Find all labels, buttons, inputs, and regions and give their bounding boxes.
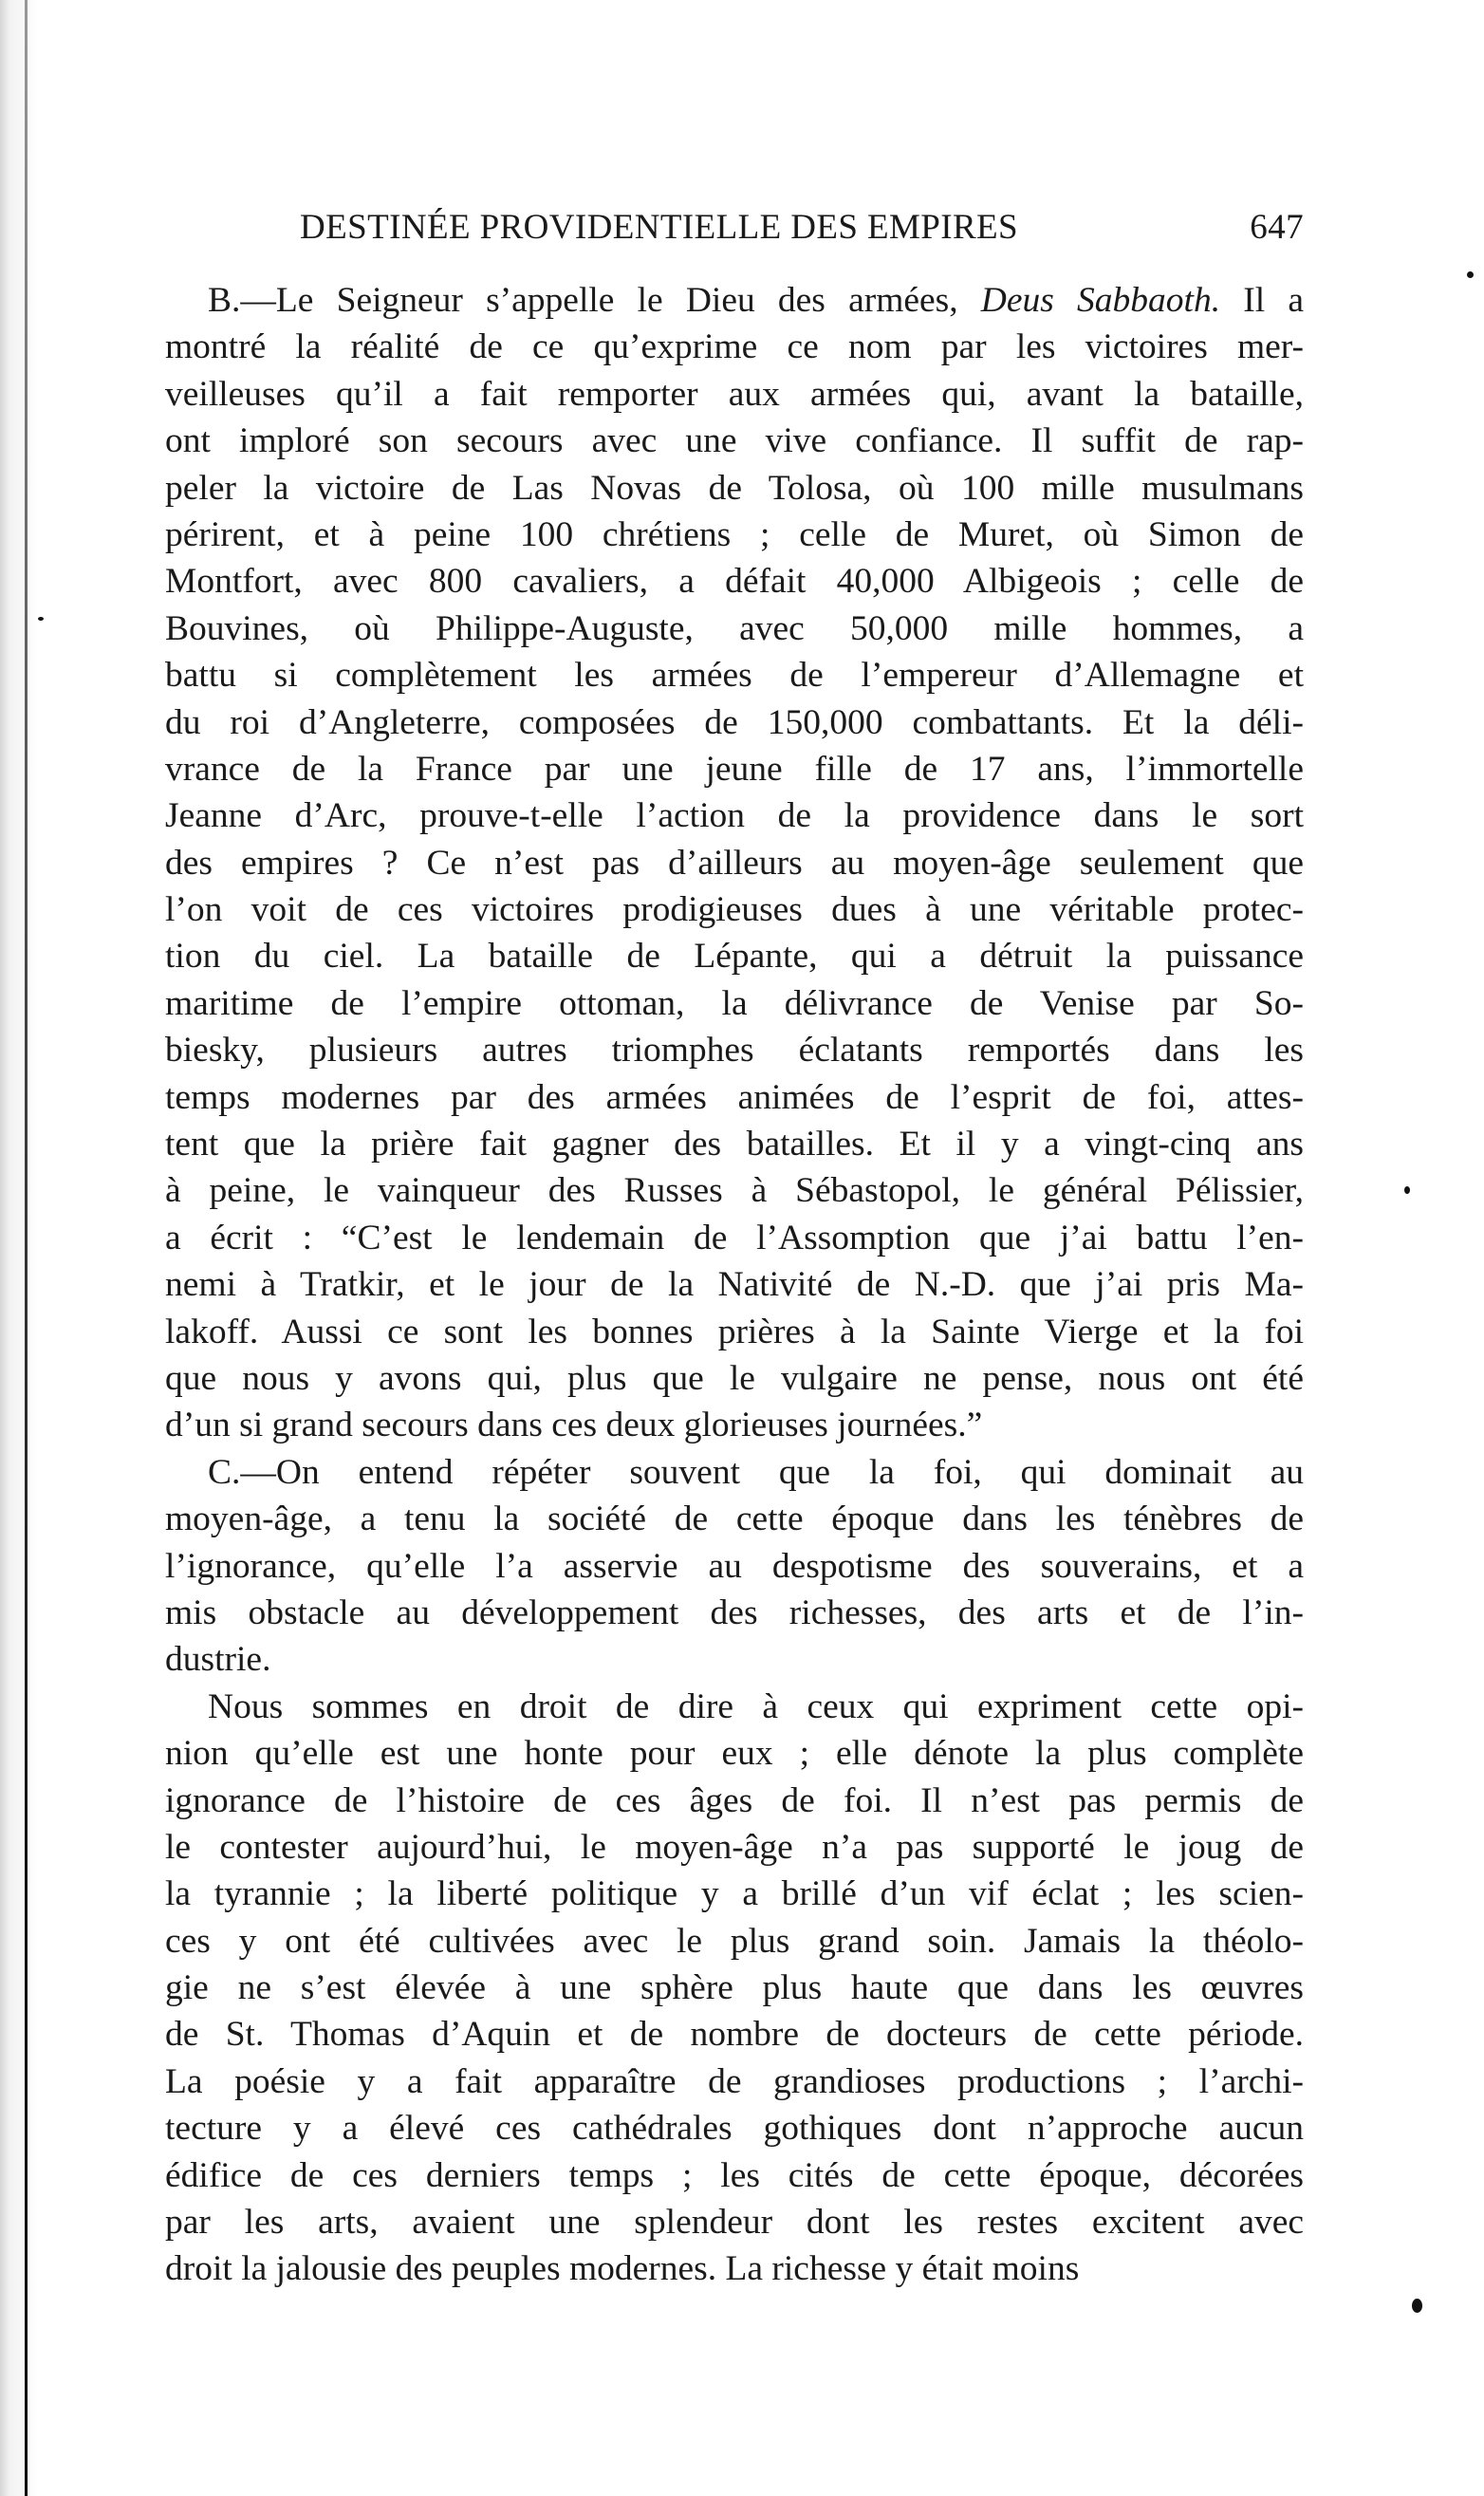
- running-head: DESTINÉE PROVIDENTIELLE DES EMPIRES: [300, 208, 1019, 247]
- text-line: dustrie.: [165, 1640, 271, 1680]
- text-line: vrance de la France par une jeune fille de 17 ans, l’immortelle: [165, 749, 1304, 789]
- text-line: du roi d’Angleterre, composées de 150,000 combattants. Et la déli-: [165, 702, 1304, 742]
- text-line: C.—On entend répéter souvent que la foi, qui dominait au: [208, 1452, 1304, 1492]
- scan-speck: [1467, 271, 1474, 278]
- binding-shadow-line: [25, 0, 28, 2496]
- text-run: Il a: [1220, 281, 1304, 320]
- text-line: La poésie y a fait apparaître de grandioses productions ; l’archi-: [165, 2061, 1304, 2101]
- text-line: Bouvines, où Philippe-Auguste, avec 50,000 mille hommes, a: [165, 608, 1304, 648]
- text-line: peler la victoire de Las Novas de Tolosa, où 100 mille musulmans: [165, 468, 1304, 508]
- text-line: à peine, le vainqueur des Russes à Sébastopol, le général Pélissier,: [165, 1171, 1304, 1211]
- text-line: lakoff. Aussi ce sont les bonnes prières à la Sainte Vierge et la foi: [165, 1312, 1304, 1351]
- text-line: mis obstacle au développement des richesses, des arts et de l’in-: [165, 1593, 1304, 1632]
- text-line: la tyrannie ; la liberté politique y a brillé d’un vif éclat ; les scien-: [165, 1874, 1304, 1914]
- text-line: nemi à Tratkir, et le jour de la Nativité de N.-D. que j’ai pris Ma-: [165, 1265, 1304, 1305]
- text-line: maritime de l’empire ottoman, la délivrance de Venise par So-: [165, 983, 1304, 1023]
- scan-speck: [1404, 1186, 1410, 1194]
- paragraph: [165, 1684, 1304, 2293]
- text-line: d’un si grand secours dans ces deux glorieuses journées.”: [165, 1406, 983, 1445]
- text-line: l’ignorance, qu’elle l’a asservie au despotisme des souverains, et a: [165, 1546, 1304, 1586]
- text-line: montré la réalité de ce qu’exprime ce nom par les victoires mer-: [165, 327, 1304, 367]
- text-line: Nous sommes en droit de dire à ceux qui expriment cette opi-: [208, 1686, 1304, 1726]
- paragraph: [165, 1449, 1304, 1684]
- text-line: périrent, et à peine 100 chrétiens ; celle de Muret, où Simon de: [165, 514, 1304, 554]
- text-line: gie ne s’est élevée à une sphère plus haute que dans les œuvres: [165, 1968, 1304, 2008]
- text-line: Jeanne d’Arc, prouve-t-elle l’action de la providence dans le sort: [165, 796, 1304, 836]
- text-line: des empires ? Ce n’est pas d’ailleurs au moyen-âge seulement que: [165, 843, 1304, 883]
- scan-speck: [38, 617, 44, 621]
- text-line: tion du ciel. La bataille de Lépante, qui a détruit la puissance: [165, 937, 1304, 977]
- text-line: temps modernes par des armées animées de l’esprit de foi, attes-: [165, 1077, 1304, 1117]
- text-line: tent que la prière fait gagner des batailles. Et il y a vingt-cinq ans: [165, 1125, 1304, 1164]
- text-line: édifice de ces derniers temps ; les cités de cette époque, décorées: [165, 2155, 1304, 2195]
- text-line: par les arts, avaient une splendeur dont les restes excitent avec: [165, 2203, 1304, 2243]
- text-line: veilleuses qu’il a fait remporter aux armées qui, avant la bataille,: [165, 374, 1304, 414]
- text-line: battu si complètement les armées de l’empereur d’Allemagne et: [165, 656, 1304, 696]
- page-number: 647: [1250, 208, 1304, 247]
- text-line: l’on voit de ces victoires prodigieuses dues à une véritable protec-: [165, 890, 1304, 930]
- text-line: moyen-âge, a tenu la société de cette époque dans les ténèbres de: [165, 1499, 1304, 1539]
- text-line: droit la jalousie des peuples modernes. La richesse y était moins: [165, 2249, 1080, 2289]
- scan-speck: [1412, 2299, 1422, 2313]
- text-line: ces y ont été cultivées avec le plus grand soin. Jamais la théolo-: [165, 1921, 1304, 1961]
- text-line: biesky, plusieurs autres triomphes éclatants remportés dans les: [165, 1031, 1304, 1071]
- text-line: [165, 277, 1304, 324]
- text-line: tecture y a élevé ces cathédrales gothiques dont n’approche aucun: [165, 2109, 1304, 2149]
- text-line: ont imploré son secours avec une vive confiance. Il suffit de rap-: [165, 421, 1304, 461]
- italic-text-run: Deus Sabbaoth.: [980, 281, 1221, 320]
- paragraph: [165, 277, 1304, 1449]
- text-line: a écrit : “C’est le lendemain de l’Assomption que j’ai battu l’en-: [165, 1218, 1304, 1257]
- text-run: B.—Le Seigneur s’appelle le Dieu des armées,: [208, 281, 981, 320]
- text-line: que nous y avons qui, plus que le vulgaire ne pense, nous ont été: [165, 1358, 1304, 1398]
- text-line: de St. Thomas d’Aquin et de nombre de docteurs de cette période.: [165, 2015, 1304, 2055]
- page-header: [300, 207, 1304, 260]
- text-line: Montfort, avec 800 cavaliers, a défait 40,000 Albigeois ; celle de: [165, 562, 1304, 602]
- text-line: nion qu’elle est une honte pour eux ; elle dénote la plus complète: [165, 1734, 1304, 1774]
- text-line: ignorance de l’histoire de ces âges de foi. Il n’est pas permis de: [165, 1780, 1304, 1820]
- binding-edge: [0, 0, 46, 2496]
- body-text: [165, 277, 1304, 2293]
- text-line: le contester aujourd’hui, le moyen-âge n’a pas supporté le joug de: [165, 1827, 1304, 1867]
